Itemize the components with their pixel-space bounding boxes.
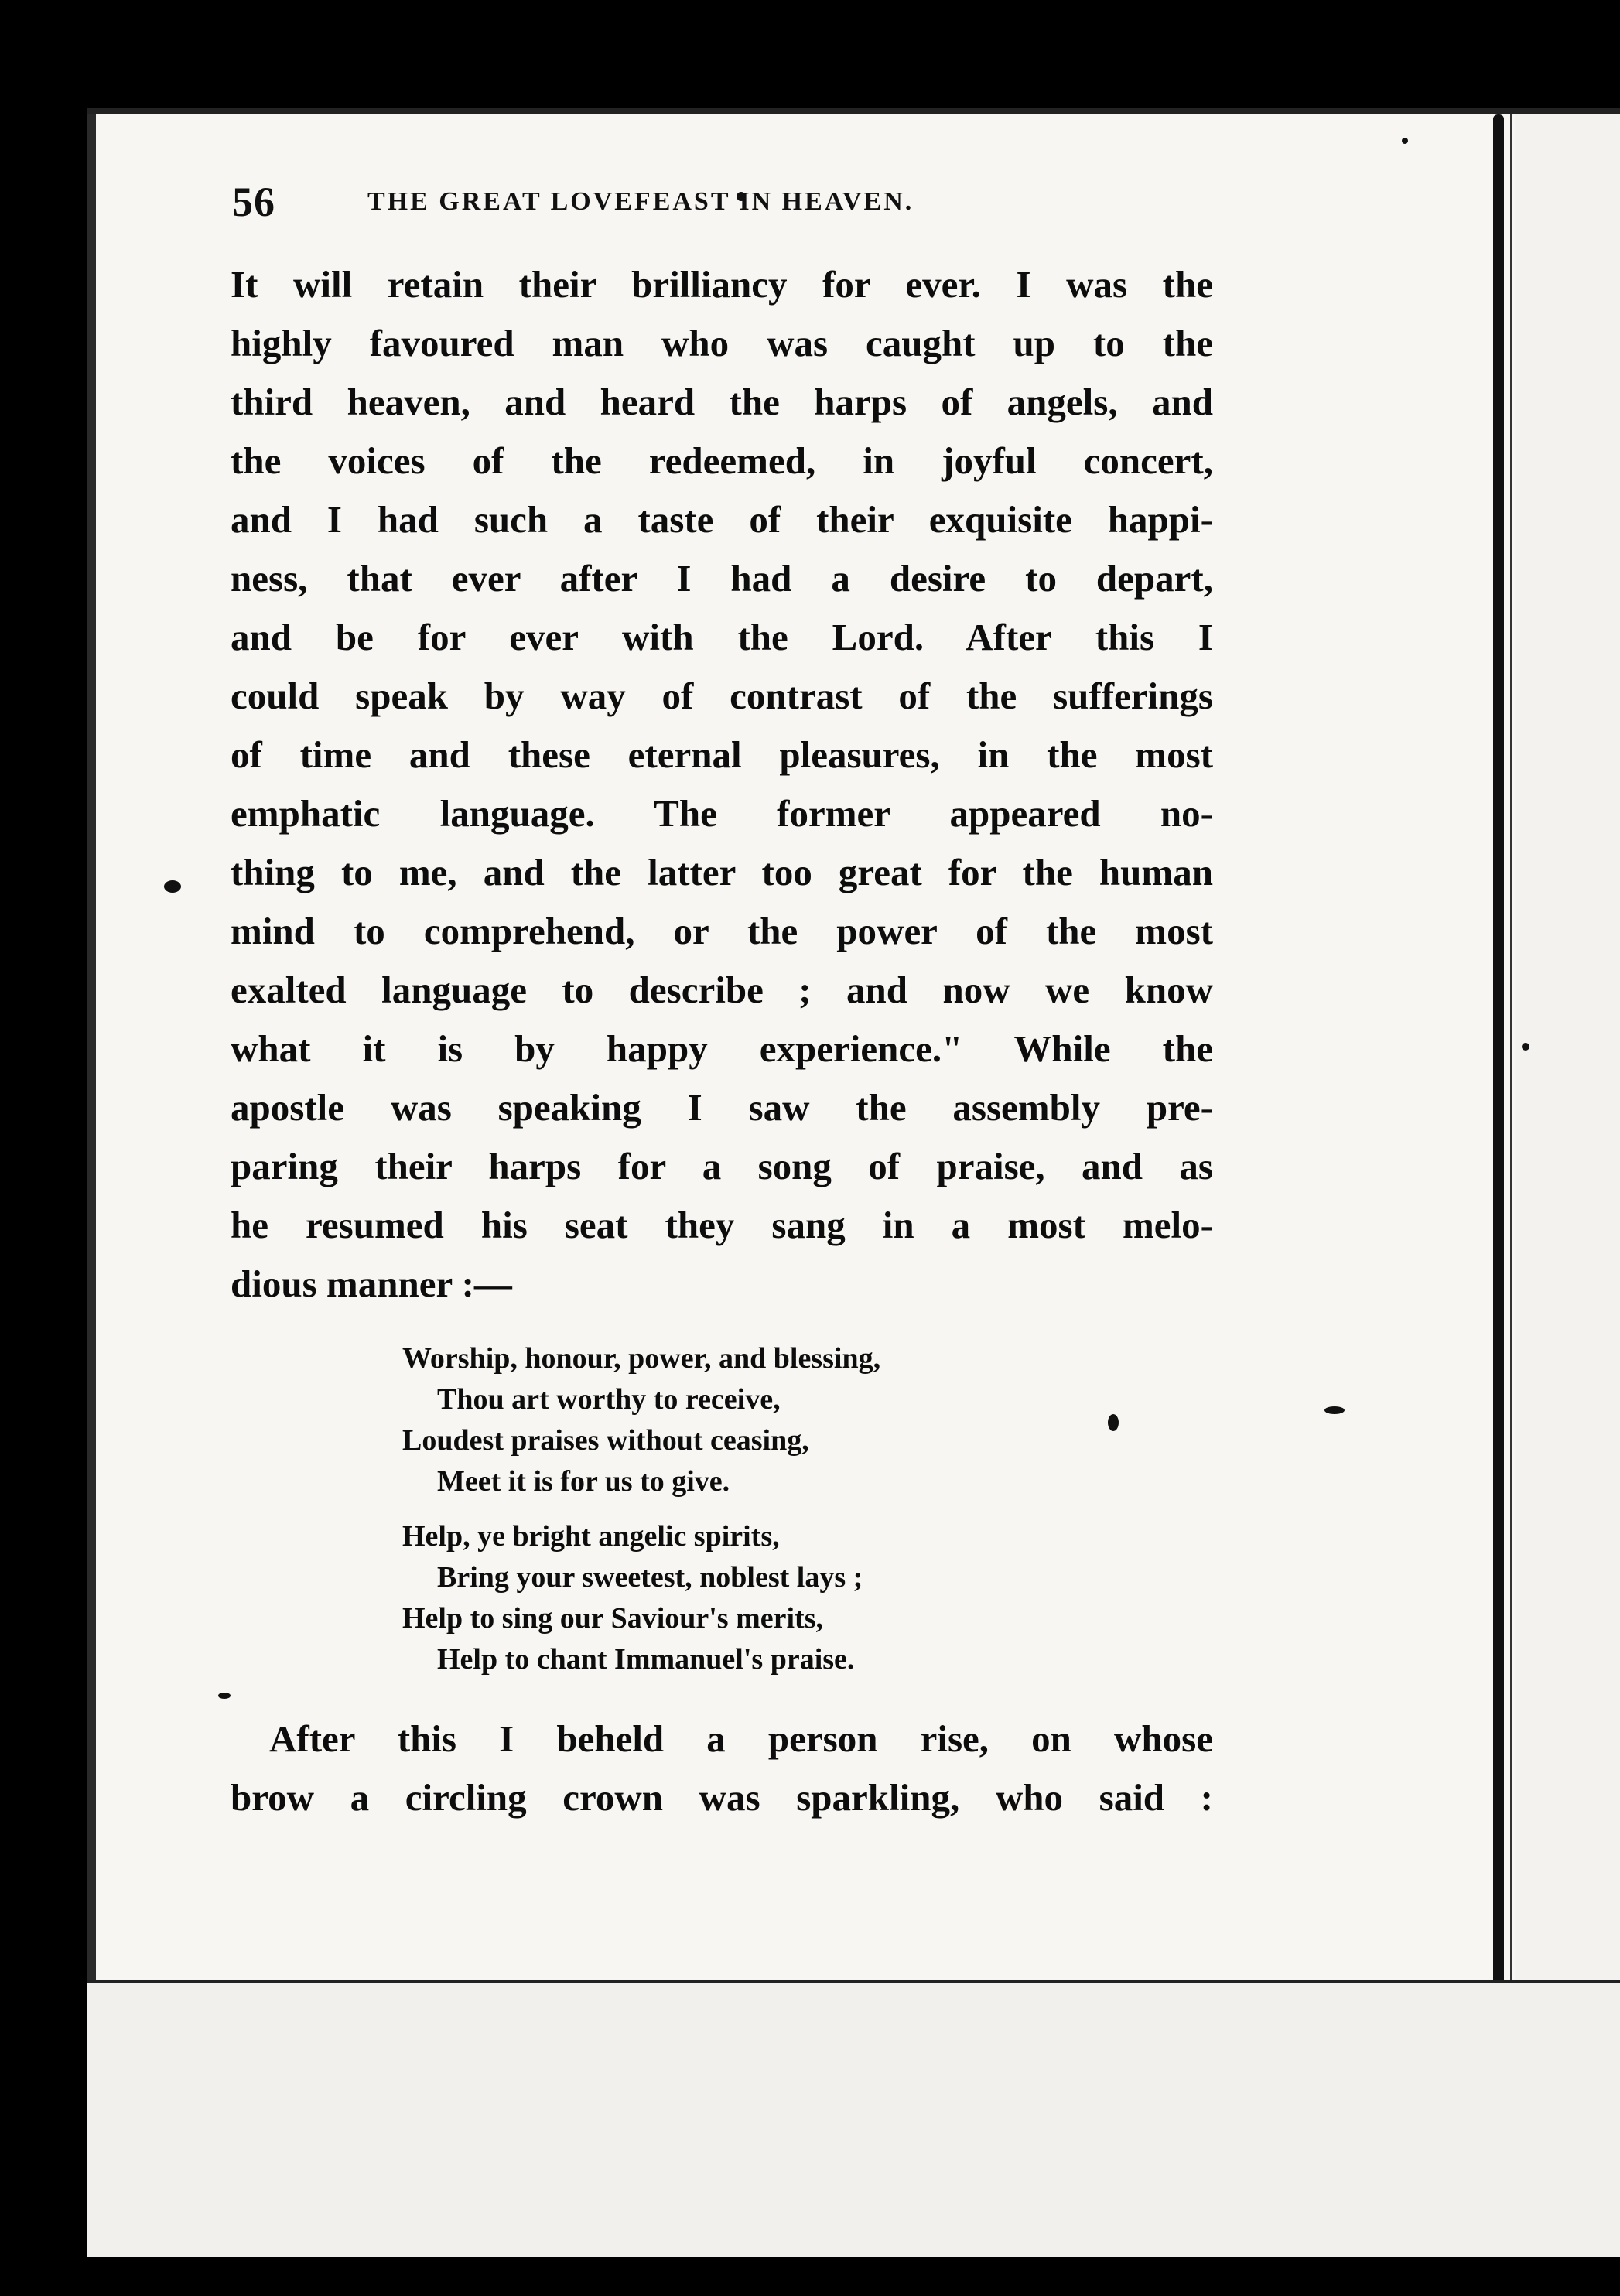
text-line: thing to me, and the latter too great for the human: [231, 851, 1213, 893]
body-paragraph: [231, 255, 1213, 1314]
text-line: the voices of the redeemed, in joyful concert,: [231, 439, 1213, 482]
text-line: what it is by happy experience." While the: [231, 1027, 1213, 1070]
text-line: brow a circling crown was sparkling, who said :: [231, 1776, 1213, 1819]
scan-speck: [1522, 1043, 1529, 1051]
text-line: of time and these eternal pleasures, in the most: [231, 733, 1213, 776]
text-line: It will retain their brilliancy for ever. I was the: [231, 263, 1213, 306]
scan-speck: [1402, 138, 1408, 144]
book-gutter-edge: [1510, 114, 1512, 1987]
page-number: 56: [232, 179, 275, 225]
running-head: [232, 178, 1238, 232]
running-title: THE GREAT LOVEFEAST IN HEAVEN.: [367, 187, 914, 216]
text-line: and be for ever with the Lord. After this I: [231, 616, 1213, 658]
text-line: emphatic language. The former appeared no-: [231, 792, 1213, 835]
scan-speck: [218, 1693, 231, 1699]
text-line: ness, that ever after I had a desire to depart,: [231, 557, 1213, 600]
stanza: [402, 1338, 1099, 1502]
page-edge-shadow: [87, 114, 96, 2257]
text-line: paring their harps for a song of praise, and as: [231, 1145, 1213, 1187]
text-line: apostle was speaking I saw the assembly pre-: [231, 1086, 1213, 1129]
text-line: dious manner :—: [231, 1262, 512, 1305]
text-line: highly favoured man who was caught up to the: [231, 322, 1213, 364]
text-line: exalted language to describe ; and now we know: [231, 969, 1213, 1011]
verse-line: Help to chant Immanuel's praise.: [437, 1643, 855, 1676]
adjacent-page-fragment: [1515, 114, 1620, 1987]
text-line: third heaven, and heard the harps of angels, and: [231, 381, 1213, 423]
verse-line: Bring your sweetest, noblest lays ;: [437, 1561, 863, 1594]
scan-speck: [1108, 1414, 1119, 1431]
scan-frame-rule: [87, 1980, 1620, 1983]
verse-line: Thou art worthy to receive,: [437, 1383, 781, 1416]
verse-line: Meet it is for us to give.: [437, 1465, 730, 1498]
text-line: could speak by way of contrast of the sufferings: [231, 675, 1213, 717]
closing-paragraph: [231, 1710, 1213, 1827]
verse-line: Worship, honour, power, and blessing,: [402, 1342, 881, 1375]
scan-margin-area: [87, 1983, 1620, 2257]
book-gutter: [1493, 114, 1504, 1987]
text-line: and I had such a taste of their exquisite happi-: [231, 498, 1213, 541]
scan-speck: [1324, 1406, 1345, 1414]
scan-speck: [164, 880, 181, 893]
text-line: After this I beheld a person rise, on whose: [269, 1717, 1213, 1760]
verse-line: Help, ye bright angelic spirits,: [402, 1520, 780, 1553]
text-line: he resumed his seat they sang in a most melo-: [231, 1204, 1213, 1246]
text-line: mind to comprehend, or the power of the most: [231, 910, 1213, 952]
stanza: [402, 1516, 1099, 1680]
verse-line: Help to sing our Saviour's merits,: [402, 1602, 823, 1635]
verse-line: Loudest praises without ceasing,: [402, 1424, 809, 1457]
hymn-verse: [402, 1338, 1099, 1694]
